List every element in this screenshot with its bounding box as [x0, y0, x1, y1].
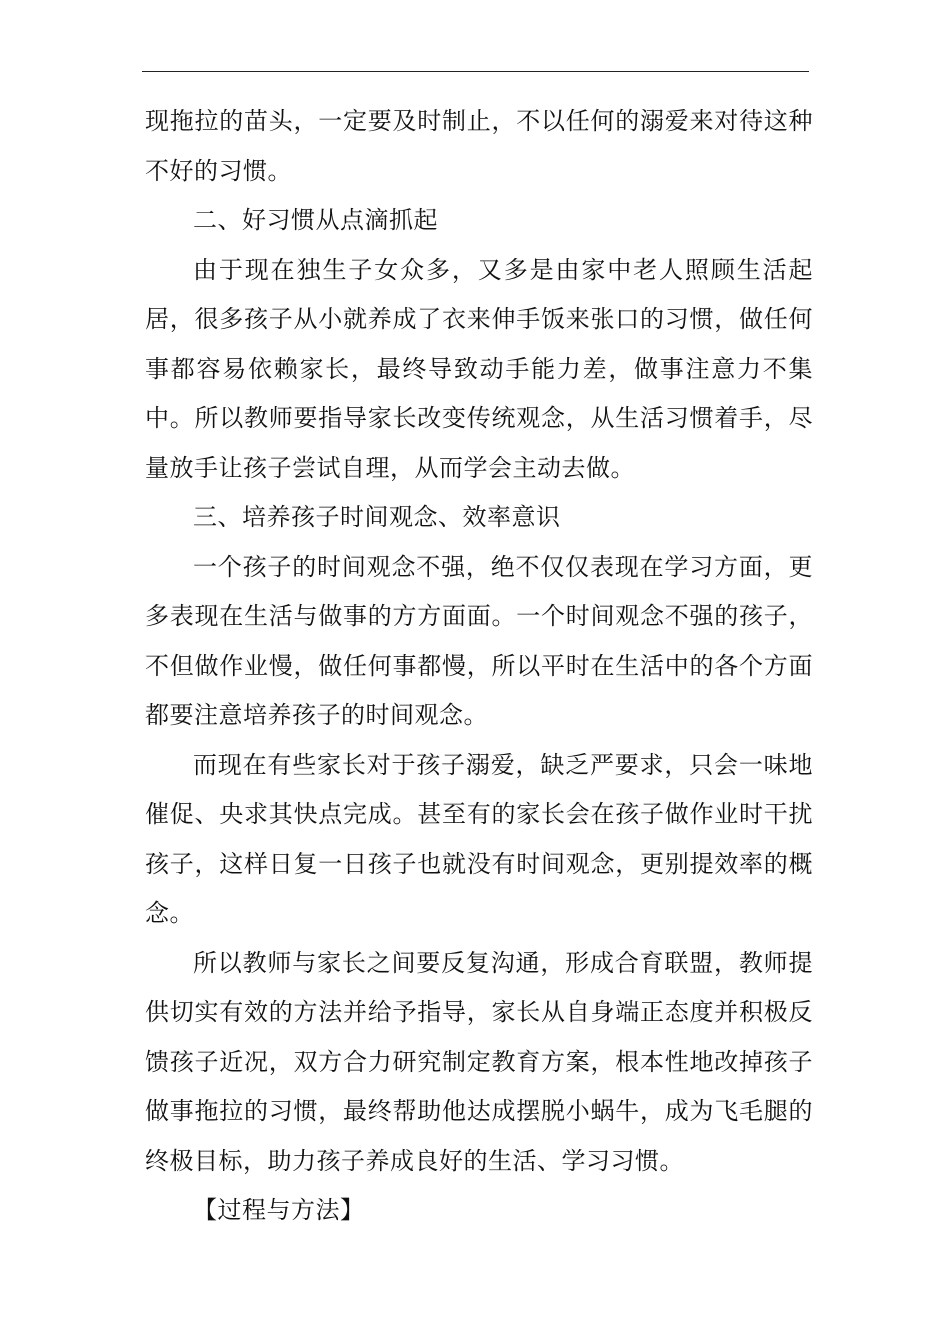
paragraph-body: 所以教师与家长之间要反复沟通，形成合育联盟，教师提供切实有效的方法并给予指导，家长从自身端正态度并积极反馈孩子近况，双方合力研究制定教育方案，根本性地改掉孩子做事拖拉的习惯，最终帮助他达成摆脱小蜗牛，成为飞毛腿的终极目标，助力孩子养成良好的生活、学习习惯。	[145, 948, 813, 1175]
paragraph-body: 而现在有些家长对于孩子溺爱，缺乏严要求，只会一味地催促、央求其快点完成。甚至有的家长会在孩子做作业时干扰孩子，这样日复一日孩子也就没有时间观念，更别提效率的概念。	[145, 750, 813, 927]
section-heading-time-awareness: 三、培养孩子时间观念、效率意识	[193, 503, 561, 531]
paragraph-continuation: 现拖拉的苗头，一定要及时制止，不以任何的溺爱来对待这种不好的习惯。	[145, 107, 813, 185]
document-body	[145, 97, 813, 1236]
paragraph-body: 一个孩子的时间观念不强，绝不仅仅表现在学习方面，更多表现在生活与做事的方方面面。一个时间观念不强的孩子，不但做作业慢，做任何事都慢，所以平时在生活中的各个方面都要注意培养孩子的时间观念。	[145, 552, 813, 729]
section-heading-process-methods: 【过程与方法】	[193, 1196, 365, 1224]
section-heading-good-habits: 二、好习惯从点滴抓起	[193, 206, 438, 234]
paragraph-body: 由于现在独生子女众多，又多是由家中老人照顾生活起居，很多孩子从小就养成了衣来伸手饭来张口的习惯，做任何事都容易依赖家长，最终导致动手能力差，做事注意力不集中。所以教师要指导家长改变传统观念，从生活习惯着手，尽量放手让孩子尝试自理，从而学会主动去做。	[145, 255, 813, 482]
header-divider	[142, 71, 809, 72]
